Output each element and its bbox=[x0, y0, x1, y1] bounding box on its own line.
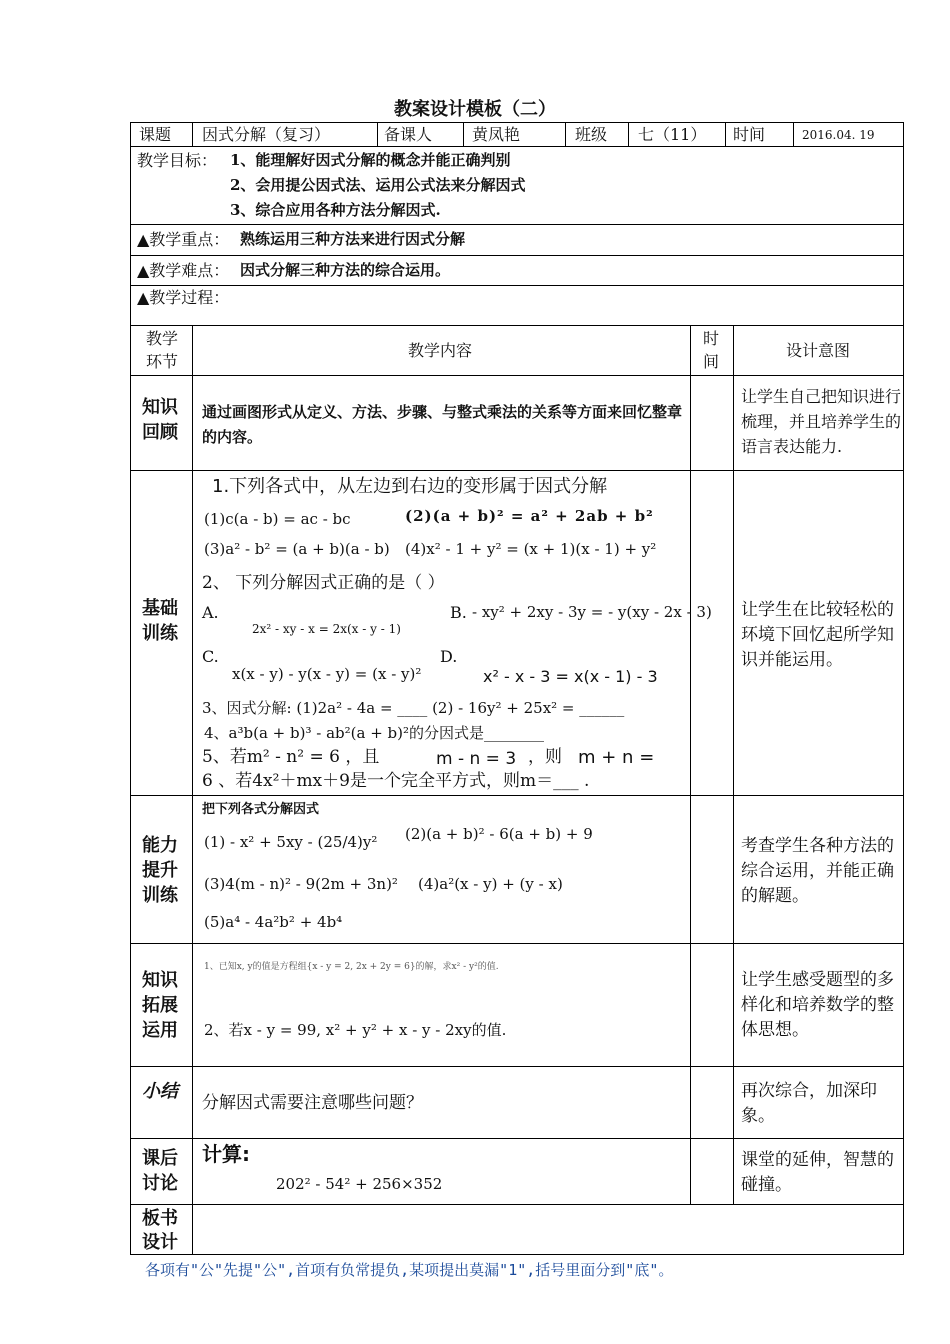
topic-label: 课题 bbox=[139, 125, 172, 144]
time-label: 时间 bbox=[733, 125, 766, 144]
row-divider bbox=[130, 146, 904, 147]
col-divider bbox=[628, 122, 629, 146]
ability-intent: 考查学生各种方法的综合运用，并能正确的解题。 bbox=[741, 836, 894, 906]
basic-q3: 3、因式分解: (1)2a² - 4a = ____ (2) - 16y² + 25x² = ______ bbox=[202, 699, 625, 717]
stage-ability-3: 训练 bbox=[142, 885, 178, 906]
teacher-label: 备课人 bbox=[384, 125, 433, 144]
row-divider bbox=[130, 1204, 904, 1205]
stage-ability-2: 提升 bbox=[142, 860, 178, 881]
stage-summary: 小结 bbox=[142, 1081, 178, 1102]
row-divider bbox=[130, 795, 904, 796]
stage-review-1: 知识 bbox=[142, 397, 178, 418]
basic-q2: 2、 下列分解因式正确的是（ ） bbox=[202, 573, 445, 593]
key-point-value: 熟练运用三种方法来进行因式分解 bbox=[240, 230, 466, 248]
discussion-expr: 202² - 54² + 256×352 bbox=[276, 1175, 443, 1193]
page-title: 教案设计模板（二） bbox=[394, 99, 556, 120]
col-time-2: 间 bbox=[703, 352, 720, 371]
stage-extend-3: 运用 bbox=[142, 1020, 178, 1041]
basic-q4: 4、a³b(a + b)³ - ab²(a + b)²的分因式是________ bbox=[204, 724, 544, 742]
stage-basic-1: 基础 bbox=[142, 598, 178, 619]
review-content: 通过画图形式从定义、方法、步骤、与整式乘法的关系等方面来回忆整章的内容。 bbox=[202, 403, 683, 446]
basic-q1: 1.下列各式中，从左边到右边的变形属于因式分解 bbox=[212, 476, 608, 497]
basic-q1-c: (3)a² - b² = (a + b)(a - b) bbox=[204, 540, 390, 558]
row-divider bbox=[130, 1066, 904, 1067]
stage-extend-1: 知识 bbox=[142, 970, 178, 991]
col-divider bbox=[192, 122, 193, 146]
row-divider bbox=[130, 255, 904, 256]
goal-item: 1、能理解好因式分解的概念并能正确判别 bbox=[230, 151, 511, 169]
stage-ability-1: 能力 bbox=[142, 835, 178, 856]
basic-intent: 让学生在比较轻松的环境下回忆起所学知识并能运用。 bbox=[741, 600, 894, 670]
teacher-value: 黄凤艳 bbox=[472, 125, 521, 144]
row-divider bbox=[130, 285, 904, 286]
basic-q2-d-label: D. bbox=[440, 647, 458, 666]
basic-q2-b-label: B. bbox=[450, 603, 467, 622]
col-divider bbox=[192, 325, 193, 1255]
summary-intent: 再次综合，加深印象。 bbox=[741, 1081, 877, 1126]
col-intent: 设计意图 bbox=[786, 341, 851, 360]
basic-q2-a-label: A. bbox=[202, 603, 219, 622]
difficulty-value: 因式分解三种方法的综合运用。 bbox=[240, 261, 451, 279]
col-divider bbox=[463, 122, 464, 146]
basic-q5-a: 5、若m² - n² = 6 ，且 bbox=[202, 747, 380, 767]
extend-e1: 1、已知x, y的值是方程组{x - y = 2, 2x + 2y = 6}的解，求x² - y²的值. bbox=[204, 962, 499, 972]
row-divider bbox=[130, 470, 904, 471]
goal-item: 2、会用提公因式法、运用公式法来分解因式 bbox=[230, 176, 526, 194]
basic-q5-c: ，则 bbox=[528, 747, 562, 767]
row-divider bbox=[130, 375, 904, 376]
col-divider bbox=[725, 122, 726, 146]
difficulty-label: ▲教学难点： bbox=[137, 261, 230, 280]
col-divider bbox=[377, 122, 378, 146]
discussion-intent: 课堂的延伸，智慧的碰撞。 bbox=[741, 1150, 894, 1195]
basic-q2-b: - xy² + 2xy - 3y = - y(xy - 2x - 3) bbox=[472, 603, 712, 621]
class-value: 七（11） bbox=[638, 125, 707, 144]
ability-e5: (5)a⁴ - 4a²b² + 4b⁴ bbox=[204, 913, 343, 931]
review-intent: 让学生自己把知识进行梳理，并且培养学生的语言表达能力. bbox=[741, 387, 902, 456]
goal-item: 3、综合应用各种方法分解因式. bbox=[230, 201, 441, 219]
col-stage-2: 环节 bbox=[146, 352, 179, 371]
row-divider bbox=[130, 325, 904, 326]
ability-e2: (2)(a + b)² - 6(a + b) + 9 bbox=[405, 825, 593, 843]
discussion-heading: 计算: bbox=[202, 1142, 250, 1166]
row-divider bbox=[130, 224, 904, 225]
col-content: 教学内容 bbox=[408, 341, 473, 360]
ability-e1: (1) - x² + 5xy - (25/4)y² bbox=[204, 833, 378, 851]
key-point-label: ▲教学重点： bbox=[137, 230, 230, 249]
stage-discussion-2: 讨论 bbox=[142, 1173, 178, 1194]
ability-heading: 把下列各式分解因式 bbox=[202, 802, 320, 817]
stage-discussion-1: 课后 bbox=[142, 1148, 178, 1169]
footer-mnemonic: 各项有"公"先提"公",首项有负常提负,某项提出莫漏"1",括号里面分到"底"。 bbox=[145, 1261, 674, 1279]
stage-board-2: 设计 bbox=[142, 1232, 178, 1253]
basic-q5-d: m + n = bbox=[578, 747, 655, 768]
basic-q1-b: (2)(a + b)² = a² + 2ab + b² bbox=[405, 507, 654, 525]
stage-extend-2: 拓展 bbox=[142, 995, 178, 1016]
basic-q1-d: (4)x² - 1 + y² = (x + 1)(x - 1) + y² bbox=[405, 540, 657, 558]
basic-q2-a: 2x² - xy - x = 2x(x - y - 1) bbox=[252, 622, 401, 636]
goals-label: 教学目标： bbox=[137, 151, 218, 170]
col-stage-1: 教学 bbox=[146, 329, 179, 348]
ability-e4: (4)a²(x - y) + (y - x) bbox=[418, 875, 563, 893]
basic-q2-d: x² - x - 3 = x(x - 1) - 3 bbox=[483, 667, 658, 686]
stage-review-2: 回顾 bbox=[142, 422, 178, 443]
basic-q2-c-label: C. bbox=[202, 647, 219, 666]
col-divider bbox=[565, 122, 566, 146]
process-label: ▲教学过程： bbox=[137, 288, 230, 307]
basic-q2-c: x(x - y) - y(x - y) = (x - y)² bbox=[232, 665, 422, 683]
extend-e2: 2、若x - y = 99, x² + y² + x - y - 2xy的值. bbox=[204, 1021, 507, 1039]
basic-q5-b: m - n = 3 bbox=[436, 749, 517, 769]
col-time-1: 时 bbox=[703, 329, 720, 348]
summary-content: 分解因式需要注意哪些问题？ bbox=[202, 1093, 423, 1113]
stage-basic-2: 训练 bbox=[142, 623, 178, 644]
basic-q1-a: (1)c(a - b) = ac - bc bbox=[204, 510, 351, 528]
ability-e3: (3)4(m - n)² - 9(2m + 3n)² bbox=[204, 875, 398, 893]
col-divider bbox=[690, 325, 691, 1204]
row-divider bbox=[130, 943, 904, 944]
col-divider bbox=[733, 325, 734, 1204]
basic-q6: 6 、若4x²＋mx＋9是一个完全平方式，则m＝___ . bbox=[202, 771, 590, 791]
stage-board-1: 板书 bbox=[142, 1208, 178, 1229]
row-divider bbox=[130, 1138, 904, 1139]
time-value: 2016.04. 19 bbox=[802, 128, 875, 142]
col-divider bbox=[793, 122, 794, 146]
class-label: 班级 bbox=[575, 125, 608, 144]
topic-value: 因式分解（复习） bbox=[202, 125, 331, 144]
extend-intent: 让学生感受题型的多样化和培养数学的整体思想。 bbox=[741, 970, 894, 1040]
